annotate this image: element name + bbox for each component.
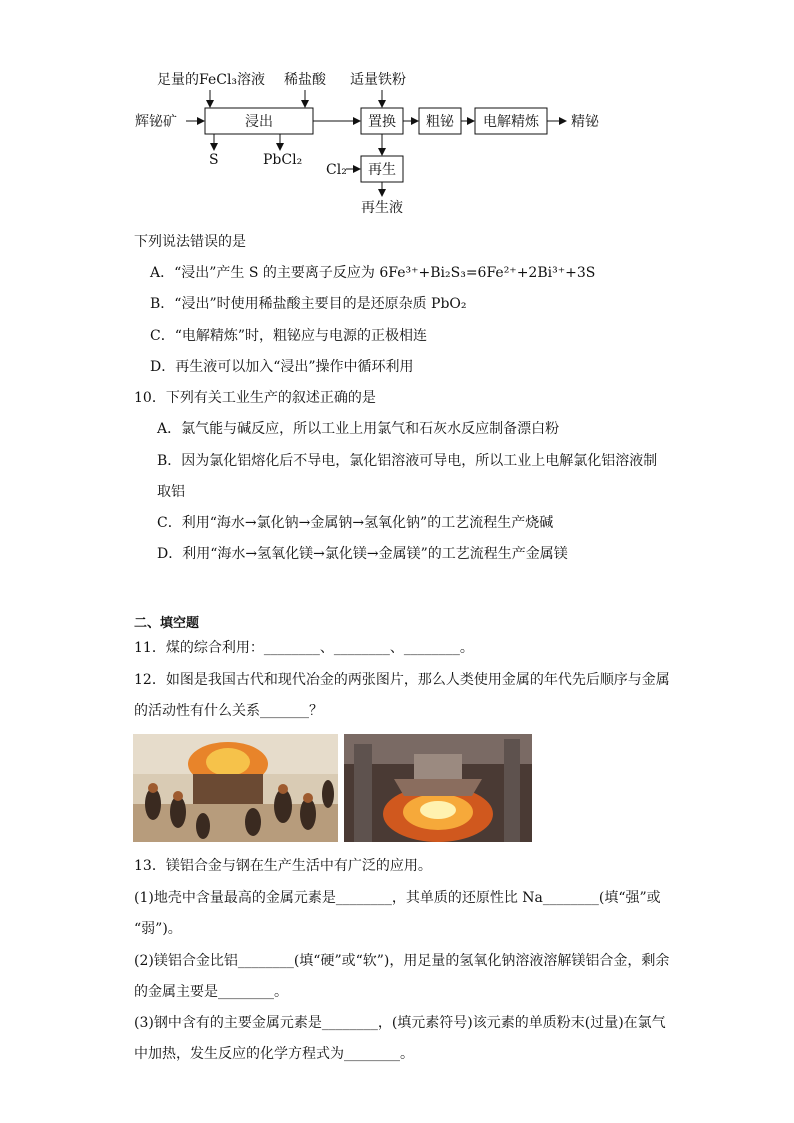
q9-stem: 下列说法错误的是 (134, 234, 246, 250)
box-regen-label: 再生 (368, 162, 396, 178)
q13-part2-line2: 的金属主要是________。 (134, 984, 288, 1000)
label-s: S (209, 152, 219, 168)
q9-option-c: C．“电解精炼”时，粗铋应与电源的正极相连 (150, 328, 428, 344)
process-flowchart (0, 60, 794, 225)
q10-option-b-line1: B．因为氯化铝熔化后不导电，氯化铝溶液可导电，所以工业上电解氯化铝溶液制 (157, 453, 658, 469)
label-regen-liquid: 再生液 (361, 200, 403, 216)
q9-option-b: B．“浸出”时使用稀盐酸主要目的是还原杂质 PbO₂ (150, 296, 467, 312)
q13-stem: 13．镁铝合金与钢在生产生活中有广泛的应用。 (134, 858, 432, 874)
q10-stem: 10．下列有关工业生产的叙述正确的是 (134, 390, 376, 406)
q9-option-a: A．“浸出”产生 S 的主要离子反应为 6Fe³⁺+Bi₂S₃=6Fe²⁺+2Bi³⁺+3S (150, 265, 596, 281)
q13-part2-line1: (2)镁铝合金比铝________(填“硬”或“软”)，用足量的氢氧化钠溶液溶解镁铝合金，剩余 (134, 953, 670, 969)
q10-option-c: C．利用“海水→氯化钠→金属钠→氢氧化钠”的工艺流程生产烧碱 (157, 515, 554, 531)
box-electro-label: 电解精炼 (483, 114, 539, 130)
q13-part3-line1: (3)钢中含有的主要金属元素是________，(填元素符号)该元素的单质粉末(过量)在氯气 (134, 1015, 666, 1031)
modern-metallurgy-image (344, 734, 532, 842)
label-cl2: Cl₂ (326, 162, 347, 178)
q10-option-a: A．氯气能与碱反应，所以工业上用氯气和石灰水反应制备漂白粉 (157, 421, 560, 437)
box-leach-label: 浸出 (245, 114, 273, 130)
label-input-ore: 辉铋矿 (135, 114, 177, 130)
q12-line2: 的活动性有什么关系_______？ (134, 703, 323, 719)
label-output: 精铋 (571, 114, 599, 130)
q13-part1-line2: “弱”)。 (134, 921, 182, 937)
q10-option-b-line2: 取铝 (157, 484, 185, 500)
box-crude-label: 粗铋 (426, 114, 454, 130)
q9-option-d: D．再生液可以加入“浸出”操作中循环利用 (150, 359, 414, 375)
q13-part3-line2: 中加热，发生反应的化学方程式为________。 (134, 1046, 414, 1062)
label-hcl: 稀盐酸 (284, 72, 326, 88)
q12-line1: 12．如图是我国古代和现代冶金的两张图片，那么人类使用金属的年代先后顺序与金属 (134, 672, 670, 688)
label-pbcl2: PbCl₂ (263, 152, 303, 168)
flowchart-svg (0, 60, 794, 225)
q11: 11．煤的综合利用：________、________、________。 (134, 640, 474, 656)
ancient-metallurgy-image (133, 734, 338, 842)
label-fecl3: 足量的FeCl₃溶液 (157, 72, 266, 88)
q10-option-d: D．利用“海水→氢氧化镁→氯化镁→金属镁”的工艺流程生产金属镁 (157, 546, 568, 562)
label-fe-powder: 适量铁粉 (350, 72, 406, 88)
section-title: 二、填空题 (134, 616, 200, 631)
box-replace-label: 置换 (368, 114, 396, 130)
q13-part1-line1: (1)地壳中含量最高的金属元素是________，其单质的还原性比 Na________(填“强”或 (134, 890, 661, 906)
